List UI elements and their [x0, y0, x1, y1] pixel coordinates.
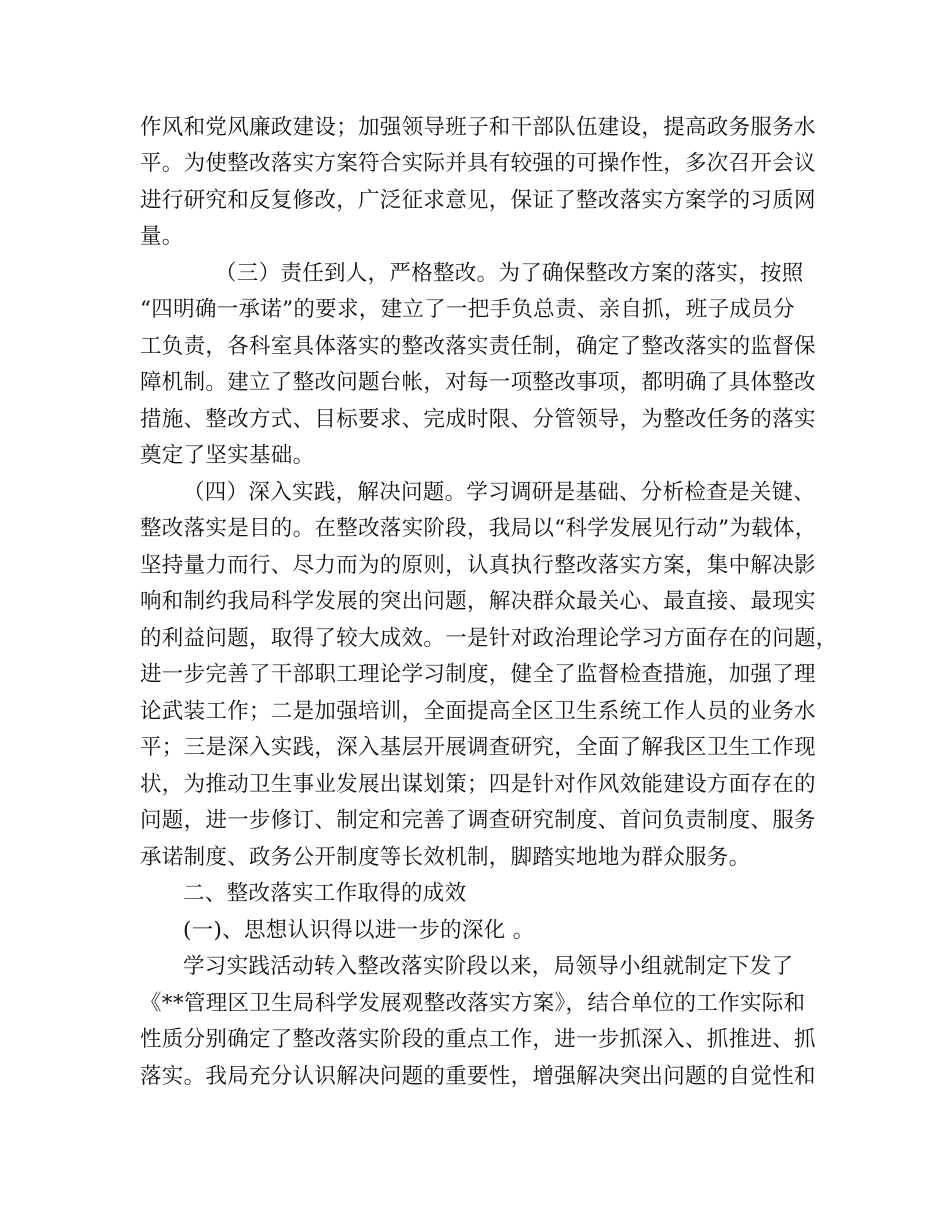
section-heading-line: （四）深入实践，解决问题。学习调研是基础、分析检查是关键、: [183, 480, 816, 505]
text-line: 作风和党风廉政建设；加强领导班子和干部队伍建设，提高政务服务水: [140, 115, 816, 140]
text-line: 整改落实是目的。在整改落实阶段，我局以“科学发展见行动”为载体，: [140, 516, 817, 541]
text-line: 论武装工作；二是加强培训，全面提高全区卫生系统工作人员的业务水: [140, 699, 816, 724]
text-line: 平。为使整改落实方案符合实际并具有较强的可操作性，多次召开会议: [140, 151, 816, 176]
section-heading-line: （三）责任到人，严格整改。为了确保整改方案的落实，按照: [215, 261, 804, 286]
section-title: 二、整改落实工作取得的成效: [183, 881, 467, 906]
text-line: 学习实践活动转入整改落实阶段以来，局领导小组就制定下发了: [183, 954, 794, 979]
text-line: 性质分别确定了整改落实阶段的重点工作，进一步抓深入、抓推进、抓: [140, 1027, 816, 1052]
text-line: 进行研究和反复修改，广泛征求意见，保证了整改落实方案学的习质网: [140, 188, 816, 213]
text-line: 平；三是深入实践，深入基层开展调查研究，全面了解我区卫生工作现: [140, 735, 816, 760]
text-line: 奠定了坚实基础。: [140, 443, 315, 468]
text-line: 《**管理区卫生局科学发展观整改落实方案》，结合单位的工作实际和: [140, 991, 806, 1016]
text-line: 响和制约我局科学发展的突出问题，解决群众最关心、最直接、最现实: [140, 589, 816, 614]
text-line: 坚持量力而行、尽力而为的原则，认真执行整改落实方案，集中解决影: [140, 553, 816, 578]
text-line: 障机制。建立了整改问题台帐，对每一项整改事项，都明确了具体整改: [140, 370, 816, 395]
text-line: 落实。我局充分认识解决问题的重要性，增强解决突出问题的自觉性和: [140, 1064, 816, 1089]
text-line: “四明确一承诺”的要求，建立了一把手负总责、亲自抓，班子成员分: [140, 297, 795, 322]
text-line: 的利益问题，取得了较大成效。一是针对政治理论学习方面存在的问题，: [140, 626, 838, 651]
text-line: 措施、整改方式、目标要求、完成时限、分管领导，为整改任务的落实: [140, 407, 816, 432]
text-line: 进一步完善了干部职工理论学习制度，健全了监督检查措施，加强了理: [140, 662, 816, 687]
text-line: 问题，进一步修订、制定和完善了调查研究制度、首问负责制度、服务: [140, 808, 816, 833]
text-line: 承诺制度、政务公开制度等长效机制，脚踏实地地为群众服务。: [140, 845, 751, 870]
text-line: 量。: [140, 224, 184, 249]
text-line: 状，为推动卫生事业发展出谋划策；四是针对作风效能建设方面存在的: [140, 772, 816, 797]
text-line: 工负责，各科室具体落实的整改落实责任制，确定了整改落实的监督保: [140, 334, 816, 359]
subsection-title: (一)、思想认识得以进一步的深化 。: [183, 918, 535, 943]
